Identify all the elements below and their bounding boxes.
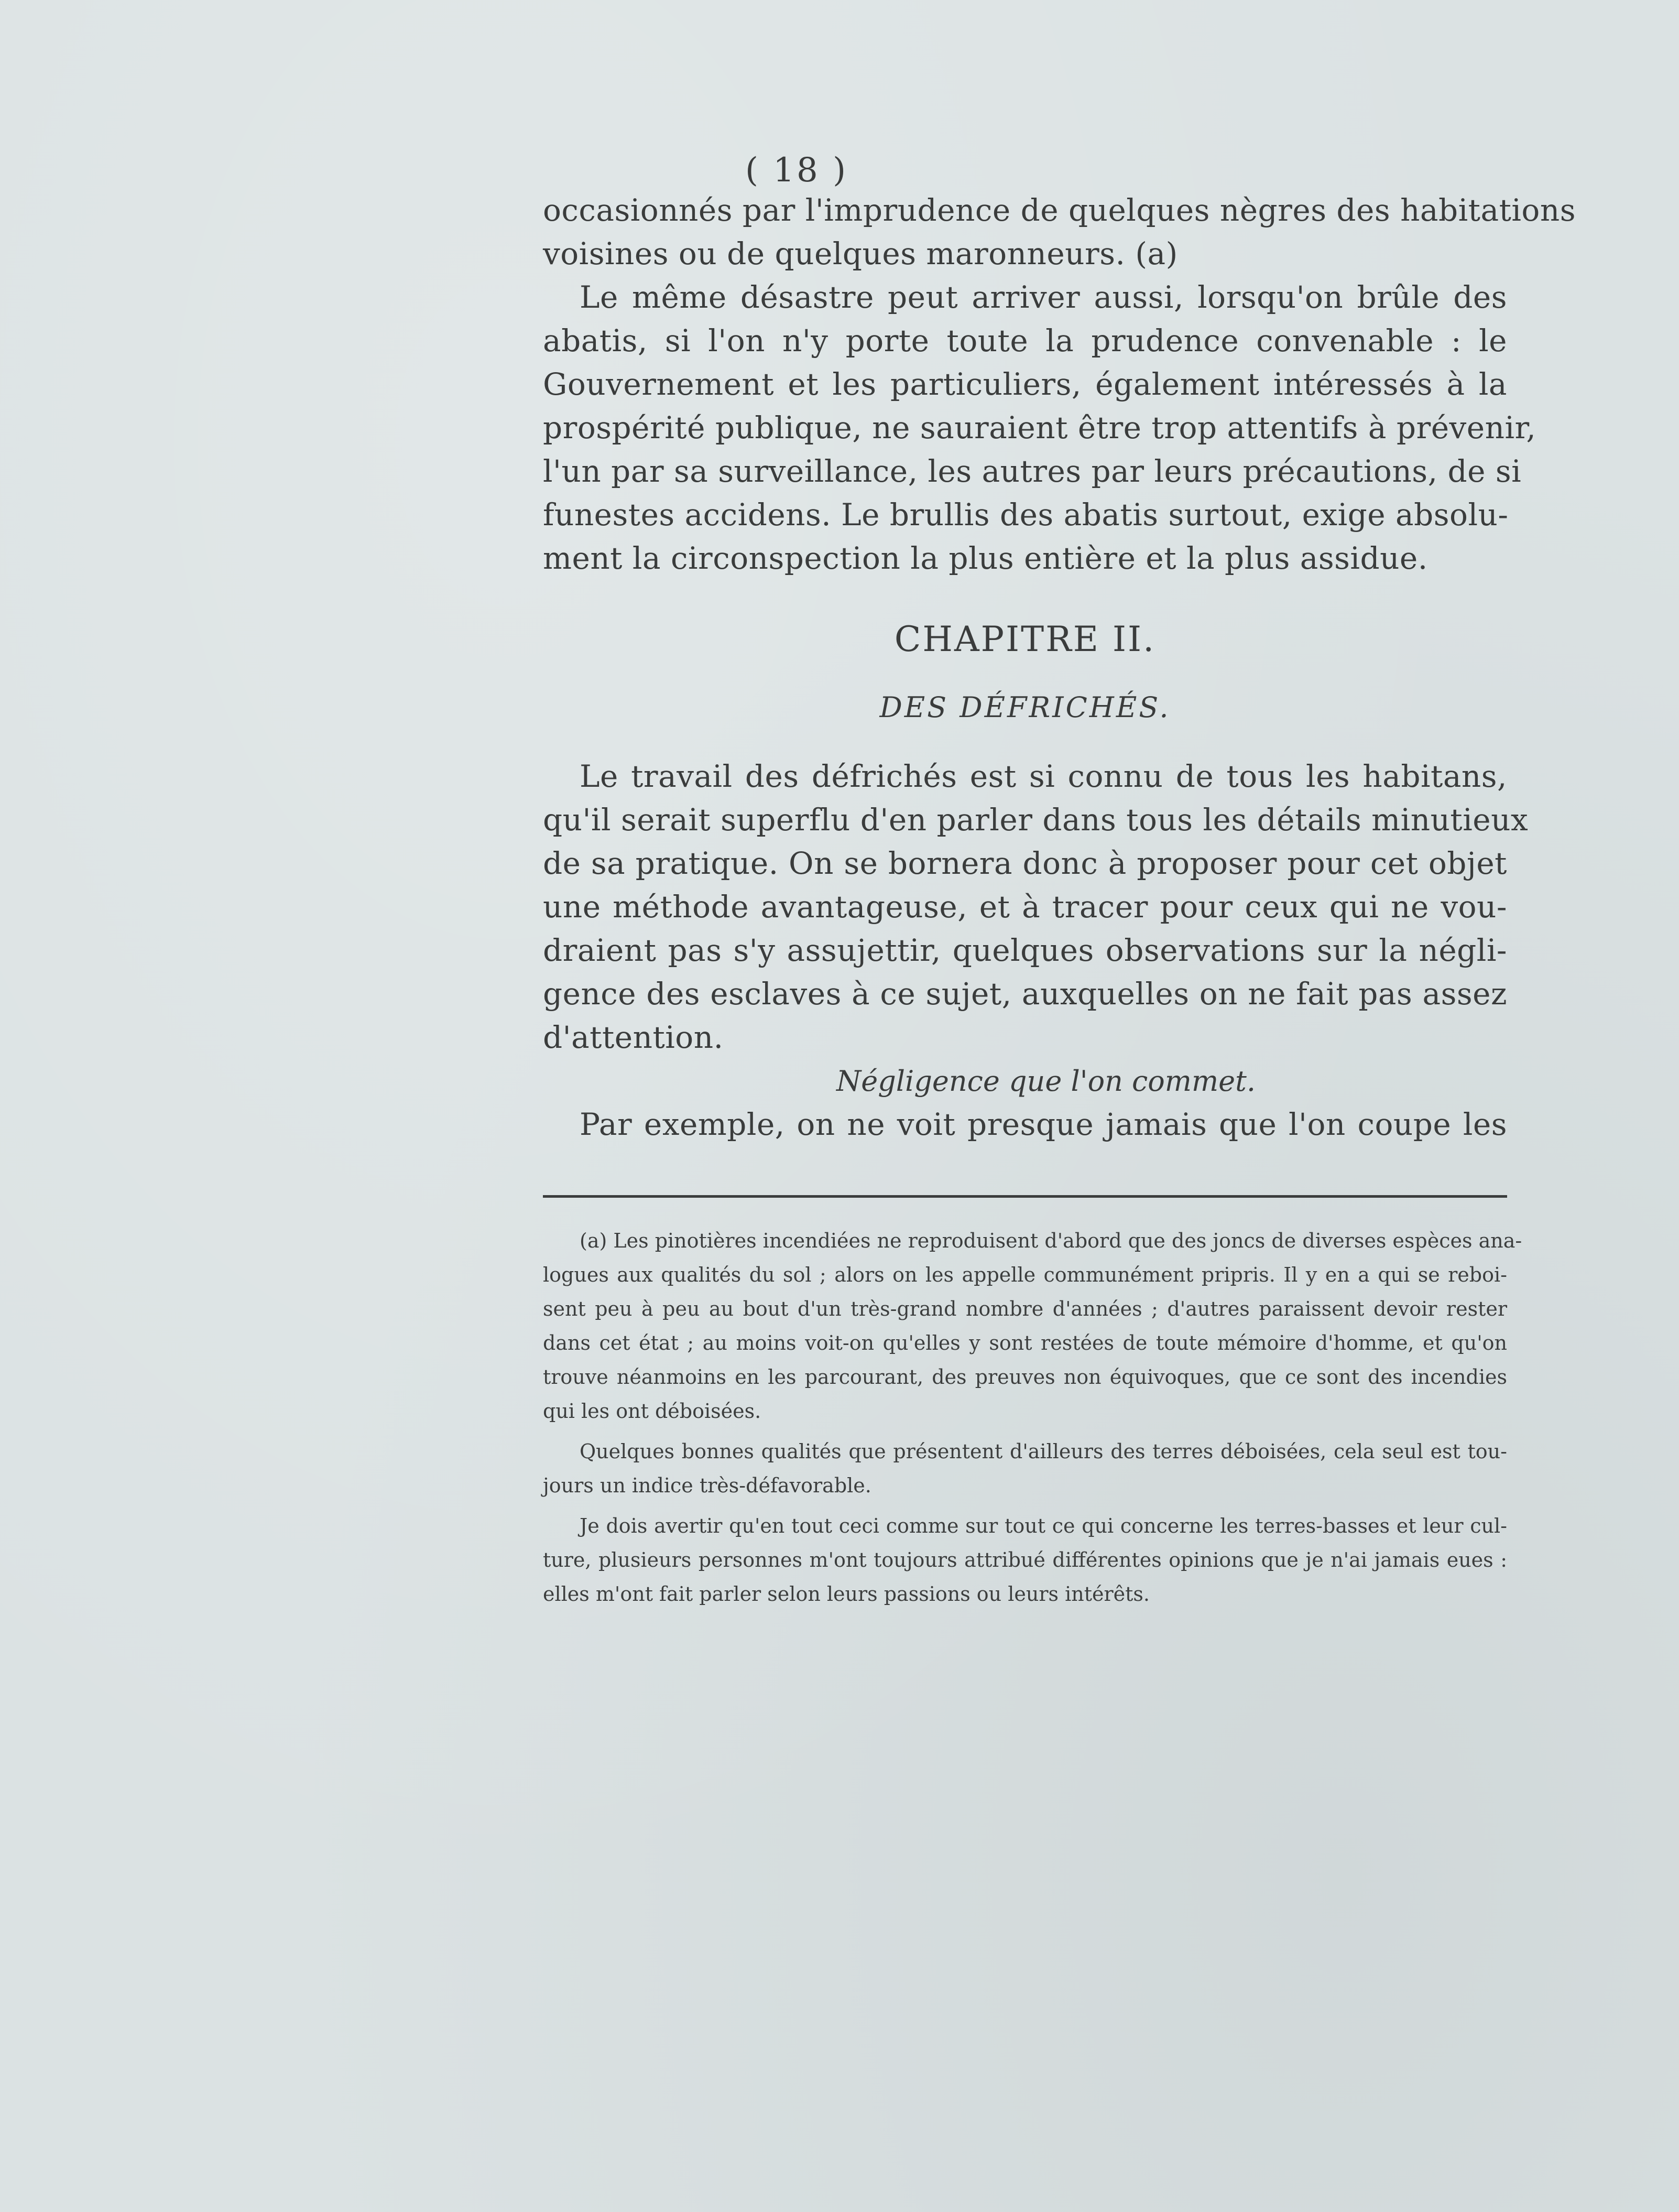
footnote-line: logues aux qualités du sol ; alors on les appelle communément pripris. Il y en a qui se reboi- bbox=[543, 1263, 1507, 1286]
page-number: ( 18 ) bbox=[745, 151, 848, 190]
text-line: draient pas s'y assujettir, quelques observations sur la négli- bbox=[543, 932, 1507, 968]
footnote-separator bbox=[543, 1195, 1507, 1198]
text-line: l'un par sa surveillance, les autres par leurs précautions, de si bbox=[543, 453, 1522, 489]
text-line: funestes accidens. Le brullis des abatis surtout, exige absolu- bbox=[543, 497, 1509, 533]
text-line: Le même désastre peut arriver aussi, lorsqu'on brûle des bbox=[580, 279, 1507, 315]
footnote-line: Quelques bonnes qualités que présentent d'ailleurs des terres déboisées, cela seul est tou- bbox=[580, 1440, 1507, 1463]
text-line: ment la circonspection la plus entière et la plus assidue. bbox=[543, 540, 1428, 576]
text-line: abatis, si l'on n'y porte toute la prudence convenable : le bbox=[543, 323, 1507, 359]
text-line: Gouvernement et les particuliers, également intéressés à la bbox=[543, 366, 1507, 402]
opening-text bbox=[543, 189, 1576, 580]
chapter-text bbox=[543, 755, 1529, 1146]
footnote-line: dans cet état ; au moins voit-on qu'elles y sont restées de toute mémoire d'homme, et qu'on bbox=[543, 1331, 1507, 1354]
text-line: Par exemple, on ne voit presque jamais que l'on coupe les bbox=[580, 1107, 1507, 1142]
footnote-line: elles m'ont fait parler selon leurs passions ou leurs intérêts. bbox=[543, 1582, 1150, 1606]
chapter-subtitle: DES DÉFRICHÉS. bbox=[879, 691, 1171, 724]
section-heading: Négligence que l'on commet. bbox=[836, 1065, 1256, 1098]
footnote-line: ture, plusieurs personnes m'ont toujours attribué différentes opinions que je n'ai jamais eues : bbox=[543, 1548, 1507, 1571]
text-line: d'attention. bbox=[543, 1020, 724, 1055]
text-line: une méthode avantageuse, et à tracer pour ceux qui ne vou- bbox=[543, 889, 1507, 925]
footnote-line: (a) Les pinotières incendiées ne reproduisent d'abord que des joncs de diverses espèces ana- bbox=[580, 1229, 1522, 1252]
footnotes bbox=[543, 1224, 1522, 1611]
footnote-line: qui les ont déboisées. bbox=[543, 1400, 761, 1423]
text-line: voisines ou de quelques maronneurs. (a) bbox=[543, 236, 1178, 272]
chapter-title: CHAPITRE II. bbox=[894, 619, 1156, 659]
text-line: gence des esclaves à ce sujet, auxquelles on ne fait pas assez bbox=[543, 976, 1507, 1012]
footnote-line: trouve néanmoins en les parcourant, des preuves non équivoques, que ce sont des incendies bbox=[543, 1365, 1507, 1389]
text-line: de sa pratique. On se bornera donc à proposer pour cet objet bbox=[543, 845, 1507, 881]
footnote-line: sent peu à peu au bout d'un très-grand nombre d'années ; d'autres paraissent devoir rester bbox=[543, 1297, 1507, 1320]
text-line: occasionnés par l'imprudence de quelques nègres des habitations bbox=[543, 192, 1576, 228]
footnote-line: Je dois avertir qu'en tout ceci comme sur tout ce qui concerne les terres-basses et leur cul- bbox=[580, 1514, 1507, 1537]
text-line: prospérité publique, ne sauraient être trop attentifs à prévenir, bbox=[543, 410, 1536, 446]
text-line: Le travail des défrichés est si connu de tous les habitans, bbox=[580, 758, 1507, 794]
text-line: qu'il serait superflu d'en parler dans tous les détails minutieux bbox=[543, 802, 1529, 838]
footnote-line: jours un indice très-défavorable. bbox=[543, 1474, 871, 1497]
